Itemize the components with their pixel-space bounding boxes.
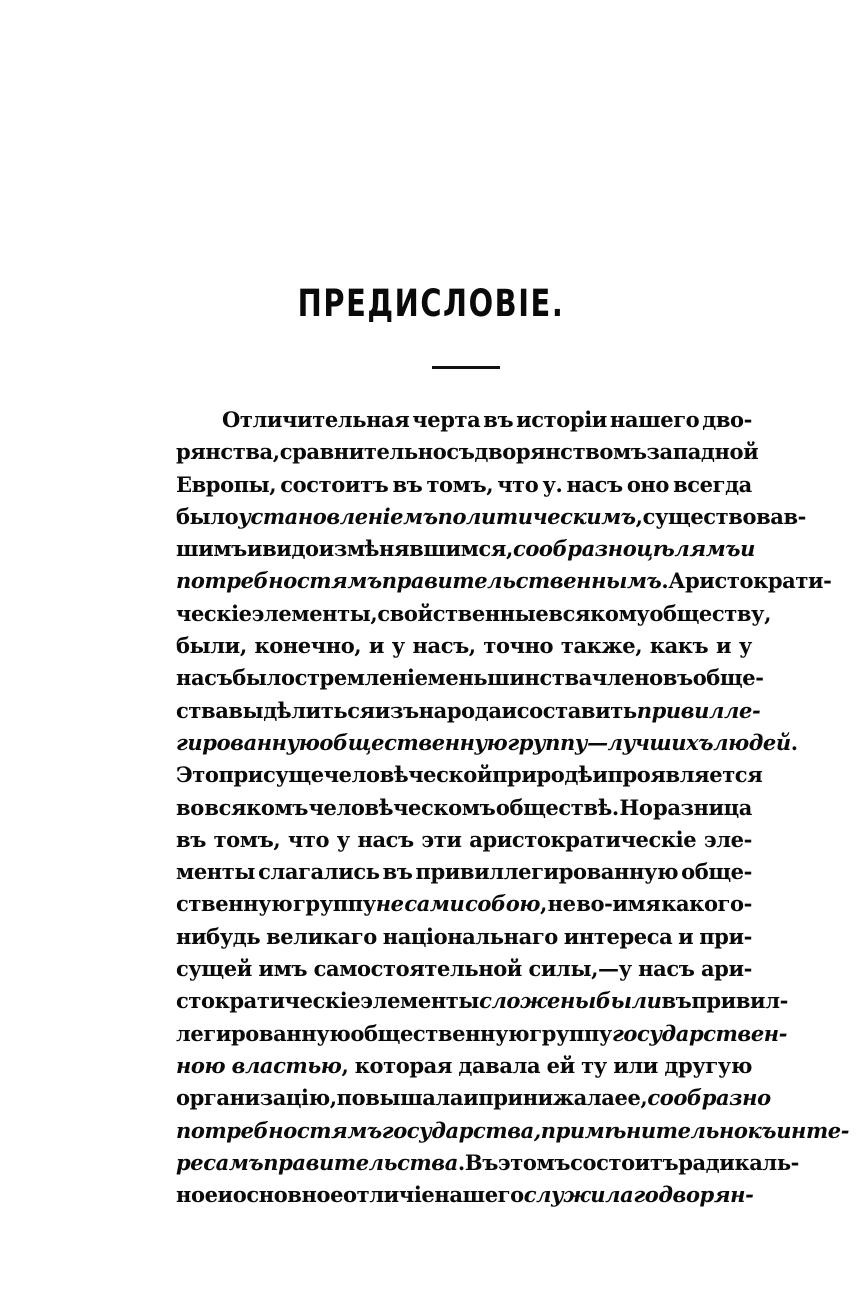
text-word: у xyxy=(336,826,350,852)
text-word: привиллегированную xyxy=(415,859,679,885)
text-word: другую xyxy=(664,1052,752,1078)
text-word: Это xyxy=(176,762,219,788)
emphasis-text: группу—лучшихъ xyxy=(507,729,714,755)
text-word: дво- xyxy=(702,407,752,432)
text-word: ческіе xyxy=(176,600,252,626)
text-word: дворянствомъ xyxy=(474,439,647,465)
text-word: и xyxy=(592,762,608,788)
text-word: самостоятельной xyxy=(313,956,522,982)
text-line xyxy=(176,404,752,436)
text-word: состоитъ xyxy=(570,1149,679,1175)
text-line xyxy=(176,1082,771,1114)
text-line xyxy=(176,759,763,791)
text-word: общественную xyxy=(350,1020,530,1046)
text-word: ту xyxy=(581,1052,607,1078)
text-word: черта xyxy=(412,407,481,432)
text-word: въ xyxy=(483,407,514,432)
text-line xyxy=(176,501,806,533)
emphasis-text: сами xyxy=(404,891,465,917)
text-line xyxy=(176,824,752,856)
text-line xyxy=(176,565,832,597)
text-word: всегда xyxy=(673,471,752,497)
emphasis-text: государствен- xyxy=(611,1020,788,1046)
text-word: стремленіе xyxy=(294,665,428,691)
text-word: Но xyxy=(619,794,653,820)
text-word xyxy=(658,1179,753,1211)
text-word: что xyxy=(497,471,539,497)
text-word: Отличительная xyxy=(222,407,410,432)
text-word: всякомъ xyxy=(204,794,308,820)
text-word: выдѣлиться xyxy=(228,697,375,723)
text-word: людей. xyxy=(713,729,798,755)
text-line xyxy=(176,469,752,501)
text-word: и xyxy=(715,633,732,659)
emphasis-text: не xyxy=(375,891,404,917)
text-word: всякому xyxy=(548,600,650,626)
emphasis-text: политическимъ xyxy=(437,503,636,529)
text-word: у xyxy=(738,633,752,659)
text-word: великаго xyxy=(266,923,377,949)
text-word: Аристократи- xyxy=(668,568,832,594)
text-word: въ xyxy=(382,859,413,885)
text-word: нашего xyxy=(609,407,700,432)
text-word xyxy=(404,888,464,920)
emphasis-text: общественную xyxy=(319,729,508,755)
text-word: насъ xyxy=(566,471,623,497)
text-word: основное xyxy=(232,1182,344,1208)
emphasis-text: сообразно xyxy=(647,1085,771,1111)
emphasis-text: служилаго xyxy=(523,1182,659,1208)
text-word: оно xyxy=(626,471,670,497)
text-word: западной xyxy=(646,439,759,465)
page-title: ПРЕДИСЛОВІЕ. xyxy=(297,282,565,325)
text-line xyxy=(176,921,752,953)
text-word: какого- xyxy=(661,891,752,917)
text-word: обще- xyxy=(681,859,752,885)
emphasis-text: людей xyxy=(713,729,791,755)
text-word: нибудь xyxy=(176,923,261,949)
emphasis-text: привилле- xyxy=(636,697,761,723)
text-word: какъ xyxy=(649,633,709,659)
text-word: съ xyxy=(446,439,475,465)
emphasis-text: сообразно xyxy=(512,536,637,562)
text-word: стократическіе xyxy=(176,988,361,1014)
text-word: давала xyxy=(458,1052,541,1078)
text-word xyxy=(636,533,740,565)
emphasis-text: сложены xyxy=(479,988,596,1014)
text-word: насъ xyxy=(357,826,414,852)
text-word: повышала xyxy=(336,1085,464,1111)
body-text xyxy=(176,404,850,1211)
text-word: аристократическіе xyxy=(469,826,697,852)
emphasis-text: гированную xyxy=(176,729,320,755)
text-word: которая xyxy=(354,1052,452,1078)
text-word: ей xyxy=(546,1052,575,1078)
text-word: группугосударствен- xyxy=(529,1020,788,1046)
text-word: что xyxy=(287,826,330,852)
emphasis-text: собою xyxy=(465,891,541,917)
text-word: принижала xyxy=(478,1085,615,1111)
text-word xyxy=(176,565,382,597)
text-word: и xyxy=(246,536,263,562)
text-word: сущей xyxy=(176,956,252,982)
text-word: ари- xyxy=(700,956,752,982)
text-word: исторіи xyxy=(516,407,607,432)
text-word xyxy=(176,727,319,759)
emphasis-text: властью xyxy=(231,1052,342,1078)
text-word: конечно, xyxy=(254,633,362,659)
text-line xyxy=(176,792,752,824)
text-line xyxy=(176,888,752,920)
text-word xyxy=(507,727,713,759)
text-word: ства xyxy=(176,697,229,723)
text-line xyxy=(176,1050,752,1082)
text-line xyxy=(176,630,752,662)
emphasis-text: установленіемъ xyxy=(238,503,438,529)
text-word: правительства. xyxy=(263,1149,465,1175)
text-line xyxy=(176,662,764,694)
emphasis-text: къ xyxy=(747,1117,777,1143)
text-word: легированную xyxy=(176,1020,351,1046)
text-word: составитьпривилле- xyxy=(516,697,761,723)
text-word: элементысложены xyxy=(360,988,596,1014)
text-word: и xyxy=(463,1085,479,1111)
text-word: правительственнымъ. xyxy=(381,568,669,594)
text-word: группуне xyxy=(292,891,404,917)
text-word: Въ xyxy=(464,1149,498,1175)
text-line xyxy=(176,856,752,888)
emphasis-text: правительства xyxy=(263,1149,458,1175)
text-word: точно xyxy=(483,633,554,659)
text-word: существовав- xyxy=(642,503,806,529)
text-word: и xyxy=(501,697,517,723)
text-word: въ xyxy=(392,471,423,497)
text-word xyxy=(740,533,755,565)
title-divider xyxy=(432,366,500,369)
text-word: менты xyxy=(176,859,256,885)
text-word: свойственные xyxy=(377,600,549,626)
text-line xyxy=(176,1018,788,1050)
text-word: имъ xyxy=(258,956,308,982)
text-word: во-имя xyxy=(576,891,661,917)
text-word xyxy=(541,1115,748,1147)
text-word: были, xyxy=(176,633,247,659)
text-word: Европы, xyxy=(176,471,277,497)
text-line xyxy=(176,953,752,985)
text-word: обще- xyxy=(692,665,764,691)
emphasis-text: дворян- xyxy=(658,1182,754,1208)
text-word: при- xyxy=(699,923,752,949)
emphasis-text: примѣнительно xyxy=(540,1117,748,1143)
text-word: меньшинства xyxy=(427,665,592,691)
text-word: нашегослужилаго xyxy=(434,1182,659,1208)
text-word: обществу, xyxy=(649,600,772,626)
emphasis-text: государства, xyxy=(381,1117,541,1143)
text-word: отличіе xyxy=(343,1182,435,1208)
text-word: человѣческомъ xyxy=(308,794,496,820)
text-word: видоизмѣнявшимся,сообразно xyxy=(262,536,637,562)
text-word xyxy=(776,1115,849,1147)
emphasis-text: цѣлямъ xyxy=(636,536,741,562)
emphasis-text: были xyxy=(595,988,662,1014)
text-word: или xyxy=(613,1052,658,1078)
text-word xyxy=(176,1050,225,1082)
text-word: не xyxy=(547,891,576,917)
text-word: элементы, xyxy=(251,600,378,626)
text-word: въ xyxy=(176,826,206,852)
text-word: насъ xyxy=(176,665,233,691)
text-word: и xyxy=(217,1182,233,1208)
text-line xyxy=(176,533,756,565)
text-word: въ xyxy=(661,988,692,1014)
text-word xyxy=(748,1115,777,1147)
text-line xyxy=(176,1147,799,1179)
text-word: человѣческой xyxy=(323,762,493,788)
text-word: членовъ xyxy=(591,665,693,691)
text-word: рянства, xyxy=(176,439,280,465)
text-word xyxy=(382,1115,541,1147)
text-word xyxy=(176,1147,263,1179)
text-word: насъ xyxy=(638,956,695,982)
emphasis-text: потребностямъ xyxy=(176,568,382,594)
text-word: у. xyxy=(542,471,563,497)
text-word: политическимъ, xyxy=(437,503,643,529)
text-word: эти xyxy=(421,826,462,852)
text-word: интереса xyxy=(563,923,673,949)
text-word: томъ, xyxy=(213,826,281,852)
text-word: томъ, xyxy=(426,471,494,497)
text-word: во xyxy=(176,794,204,820)
emphasis-text: и xyxy=(740,536,756,562)
text-word xyxy=(176,1115,382,1147)
emphasis-text: правительственнымъ xyxy=(381,568,662,594)
text-word: привил- xyxy=(691,988,788,1014)
text-word: національнаго xyxy=(382,923,558,949)
text-line xyxy=(176,1179,752,1211)
emphasis-text: ресамъ xyxy=(176,1149,264,1175)
text-word xyxy=(596,985,662,1017)
text-word: ное xyxy=(176,1182,218,1208)
text-line xyxy=(176,727,798,759)
text-word: народа xyxy=(418,697,502,723)
text-line xyxy=(176,436,759,468)
text-word: организацію, xyxy=(176,1085,337,1111)
text-word: и xyxy=(368,633,385,659)
text-word: ственную xyxy=(176,891,293,917)
text-word: природѣ xyxy=(492,762,593,788)
text-word: изъ xyxy=(374,697,419,723)
text-line xyxy=(176,1115,850,1147)
text-word: было xyxy=(232,665,295,691)
text-word: обществѣ. xyxy=(495,794,619,820)
text-word: сравнительно xyxy=(279,439,447,465)
text-line xyxy=(176,598,772,630)
text-word: собою, xyxy=(465,891,547,917)
text-word: у xyxy=(391,633,405,659)
text-word: и xyxy=(678,923,694,949)
text-word: силы,—у xyxy=(528,956,632,982)
text-word: присуще xyxy=(218,762,324,788)
text-word: насъ, xyxy=(412,633,476,659)
emphasis-text: инте- xyxy=(776,1117,850,1143)
emphasis-text: ною xyxy=(176,1052,226,1078)
text-word: эле- xyxy=(703,826,752,852)
text-word xyxy=(319,727,507,759)
text-word: ее,сообразно xyxy=(614,1085,771,1111)
text-word: этомъ xyxy=(497,1149,571,1175)
text-word: разница xyxy=(653,794,752,820)
text-word: слагались xyxy=(258,859,380,885)
text-line xyxy=(176,695,761,727)
text-word: радикаль- xyxy=(678,1149,799,1175)
text-word: былоустановленіемъ xyxy=(176,503,438,529)
text-word: проявляется xyxy=(607,762,763,788)
text-line xyxy=(176,985,788,1017)
text-word: шимъ xyxy=(176,536,247,562)
text-word: состоитъ xyxy=(280,471,389,497)
text-word: также, xyxy=(560,633,643,659)
emphasis-text: потребностямъ xyxy=(176,1117,382,1143)
text-word: властью, xyxy=(231,1052,349,1078)
